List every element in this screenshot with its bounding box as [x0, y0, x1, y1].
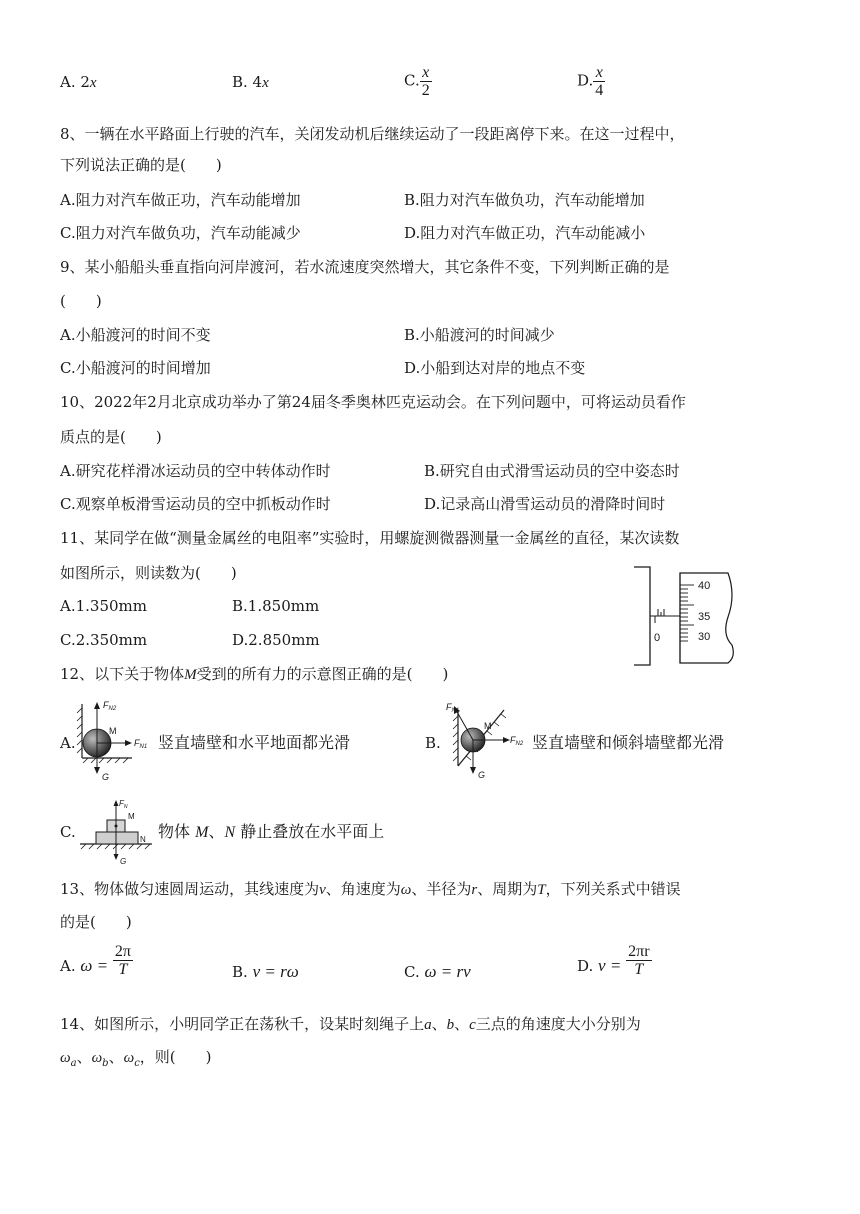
q10-option-a[interactable]: A.研究花样滑冰运动员的空中转体动作时 — [60, 462, 331, 480]
svg-text:FN: $F_N$ — [119, 799, 128, 810]
q12-option-b[interactable]: B. — [425, 734, 441, 752]
micrometer-figure — [628, 565, 740, 669]
svg-text:G: G — [120, 857, 127, 866]
q11-option-d[interactable]: D.2.850mm — [232, 631, 320, 649]
q8-option-a[interactable]: A.阻力对汽车做正功，汽车动能增加 — [60, 191, 301, 209]
q10-option-c[interactable]: C.观察单板滑雪运动员的空中抓板动作时 — [60, 495, 331, 513]
sleeve-label-0: 0 — [654, 632, 661, 644]
fraction: $\frac{2\pi r}{T}$ — [628, 942, 650, 978]
q8-option-c[interactable]: C.阻力对汽车做负功，汽车动能减少 — [60, 224, 301, 242]
svg-text:FN2: $F_{N2}$ — [103, 700, 117, 712]
q10-option-b[interactable]: B.研究自由式滑雪运动员的空中姿态时 — [424, 462, 680, 480]
svg-text:M: M — [109, 726, 117, 736]
q8-stem-line1: 8、一辆在水平路面上行驶的汽车，关闭发动机后继续运动了一段距离停下来。在这一过程中， — [60, 125, 685, 143]
q9-stem-line2: ( ) — [60, 292, 102, 310]
q14-stem-line1: 14、如图所示，小明同学正在荡秋千，设某时刻绳子上a、b、c三点的角速度大小分别为 — [60, 1015, 641, 1033]
q12-stem: 12、以下关于物体M受到的所有力的示意图正确的是( ) — [60, 665, 449, 683]
q10-stem-line2: 质点的是( ) — [60, 428, 162, 446]
block-n — [96, 832, 138, 844]
q11-stem-line2: 如图所示，则读数为( ) — [60, 564, 237, 582]
q13-option-b[interactable]: B. v = rω — [232, 962, 299, 981]
fraction: $\frac{x}{4}$ — [595, 64, 604, 99]
q13-option-c[interactable]: C. ω = rv — [404, 962, 471, 981]
q13-option-a[interactable]: A. ω = $\frac{2\pi}{T}$ — [60, 942, 131, 978]
q11-option-b[interactable]: B.1.850mm — [232, 597, 320, 615]
q8-option-b[interactable]: B.阻力对汽车做负功，汽车动能增加 — [404, 191, 645, 209]
q12-figure-b — [440, 698, 530, 782]
svg-text:FN2: $F_{N2}$ — [510, 735, 524, 747]
q13-stem-line1: 13、物体做匀速圆周运动，其线速度为v、角速度为ω、半径为r、周期为T，下列关系式中错误 — [60, 880, 681, 898]
q11-option-c[interactable]: C.2.350mm — [60, 631, 148, 649]
q14-stem-line2: $\omega_a$、$\omega_b$、$\omega_c$，则( ) — [60, 1048, 212, 1069]
fraction: $\frac{x}{2}$ — [421, 64, 430, 99]
fraction: $\frac{2\pi}{T}$ — [114, 942, 131, 978]
svg-text:M: M — [128, 812, 135, 821]
q10-stem-line1: 10、2022年2月北京成功举办了第24届冬季奥林匹克运动会。在下列问题中，可将运动员看作 — [60, 393, 686, 411]
svg-text:FN1: $F_{N1}$ — [134, 738, 148, 750]
thimble-label-35: 35 — [698, 611, 711, 623]
q9-stem-line1: 9、某小船船头垂直指向河岸渡河，若水流速度突然增大，其它条件不变，下列判断正确的是 — [60, 258, 670, 276]
q11-stem-line1: 11、某同学在做“测量金属丝的电阻率”实验时，用螺旋测微器测量一金属丝的直径，某次读数 — [60, 529, 680, 547]
svg-text:N: N — [140, 835, 146, 844]
q12-option-a-text: 竖直墙壁和水平地面都光滑 — [158, 733, 351, 752]
thimble-label-30: 30 — [698, 631, 711, 643]
q7-option-b[interactable]: B. 4x — [232, 73, 269, 91]
svg-text:G: G — [478, 770, 486, 780]
q8-stem-line2: 下列说法正确的是( ) — [60, 156, 222, 174]
q9-option-b[interactable]: B.小船渡河的时间减少 — [404, 326, 555, 344]
svg-text:G: G — [102, 772, 110, 782]
q9-option-a[interactable]: A.小船渡河的时间不变 — [60, 326, 211, 344]
q13-option-d[interactable]: D. v = $\frac{2\pi r}{T}$ — [577, 942, 650, 978]
svg-text:M: M — [484, 721, 492, 731]
q13-stem-line2: 的是( ) — [60, 913, 132, 931]
q12-figure-a — [76, 698, 156, 782]
thimble-label-40: 40 — [698, 580, 711, 592]
q12-option-c[interactable]: C. — [60, 823, 76, 841]
q10-option-d[interactable]: D.记录高山滑雪运动员的滑降时间时 — [424, 495, 666, 513]
q7-option-a[interactable]: A. 2x — [60, 73, 97, 91]
q7-option-d[interactable]: D. $\frac{x}{4}$ — [577, 64, 604, 99]
q12-option-c-text: 物体 M、N 静止叠放在水平面上 — [158, 822, 385, 841]
q8-option-d[interactable]: D.阻力对汽车做正功，汽车动能减小 — [404, 224, 646, 242]
q9-option-c[interactable]: C.小船渡河的时间增加 — [60, 359, 211, 377]
q9-option-d[interactable]: D.小船到达对岸的地点不变 — [404, 359, 586, 377]
q7-option-c[interactable]: C. $\frac{x}{2}$ — [404, 64, 430, 99]
q12-figure-c — [78, 796, 158, 866]
q11-option-a[interactable]: A.1.350mm — [60, 597, 147, 615]
svg-text:FN1: $F_{N1}$ — [446, 702, 460, 714]
q12-option-b-text: 竖直墙壁和倾斜墙壁都光滑 — [532, 733, 725, 752]
q12-option-a[interactable]: A. — [60, 734, 76, 752]
